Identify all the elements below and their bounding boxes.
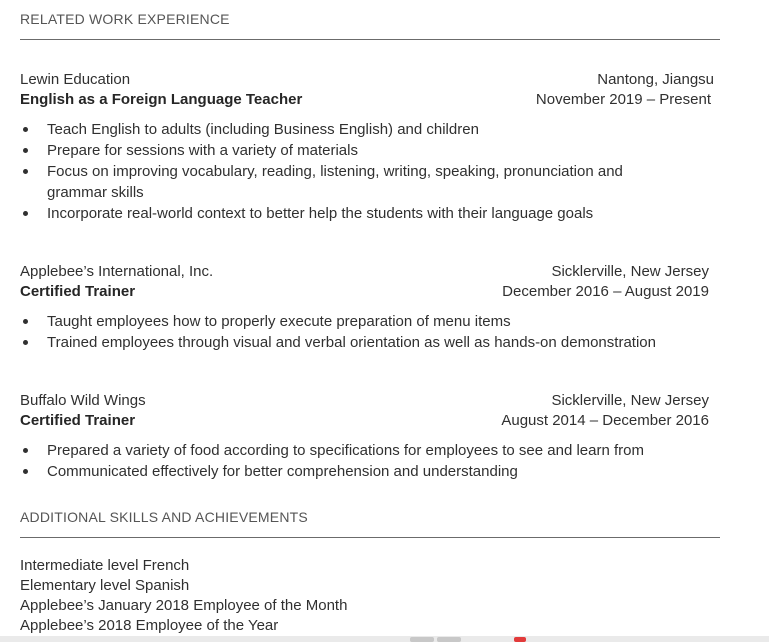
bullet-icon xyxy=(23,148,28,153)
bullet-text: Incorporate real-world context to better help the students with their language goals xyxy=(47,205,594,222)
list-item xyxy=(20,461,667,482)
bullet-icon xyxy=(23,340,28,345)
job-header xyxy=(20,391,720,431)
skill-item: Applebee’s January 2018 Employee of the Month xyxy=(20,597,348,614)
skill-item: Applebee’s 2018 Employee of the Year xyxy=(20,617,279,634)
job-dates: December 2016 – August 2019 xyxy=(502,283,709,300)
section-divider-experience xyxy=(20,39,720,40)
bullet-text: Teach English to adults (including Business English) and children xyxy=(47,121,479,138)
skill-item: Intermediate level French xyxy=(20,557,190,574)
toolbar-button[interactable] xyxy=(410,637,434,642)
list-item xyxy=(20,311,667,332)
skills-list xyxy=(20,556,347,636)
list-item xyxy=(20,440,667,461)
skill-item: Elementary level Spanish xyxy=(20,577,190,594)
section-heading-experience: RELATED WORK EXPERIENCE xyxy=(20,11,230,27)
bullet-icon xyxy=(23,319,28,324)
bullet-icon xyxy=(23,169,28,174)
bullet-icon xyxy=(23,211,28,216)
job-company: Buffalo Wild Wings xyxy=(20,392,146,409)
bullet-icon xyxy=(23,127,28,132)
job-title: Certified Trainer xyxy=(20,412,136,429)
job-dates: August 2014 – December 2016 xyxy=(501,412,709,429)
bullet-icon xyxy=(23,448,28,453)
job-header xyxy=(20,262,720,302)
job-title: English as a Foreign Language Teacher xyxy=(20,91,303,108)
list-item xyxy=(20,140,667,161)
list-item xyxy=(20,119,667,140)
job-entry-lewin xyxy=(20,70,720,224)
section-divider-skills xyxy=(20,537,720,538)
bullet-text: Prepared a variety of food according to specifications for employees to see and learn from xyxy=(47,442,644,459)
job-bullet-list xyxy=(20,311,720,353)
section-heading-skills: ADDITIONAL SKILLS AND ACHIEVEMENTS xyxy=(20,509,308,525)
list-item xyxy=(20,332,667,353)
list-item xyxy=(20,203,667,224)
job-location: Sicklerville, New Jersey xyxy=(551,263,709,280)
viewer-toolbar xyxy=(0,636,769,642)
bullet-text: Communicated effectively for better comprehension and understanding xyxy=(47,463,518,480)
job-bullet-list xyxy=(20,119,720,224)
toolbar-button[interactable] xyxy=(437,637,461,642)
bullet-icon xyxy=(23,469,28,474)
job-bullet-list xyxy=(20,440,720,482)
bullet-text: Prepare for sessions with a variety of materials xyxy=(47,142,358,159)
toolbar-button[interactable] xyxy=(514,637,526,642)
job-dates: November 2019 – Present xyxy=(535,91,711,108)
bullet-text: Taught employees how to properly execute preparation of menu items xyxy=(47,313,511,330)
bullet-text: Trained employees through visual and verbal orientation as well as hands-on demonstration xyxy=(47,334,656,351)
job-header xyxy=(20,70,720,110)
job-company: Applebee’s International, Inc. xyxy=(20,263,214,280)
job-entry-buffalo-wild-wings xyxy=(20,391,720,482)
job-company: Lewin Education xyxy=(20,71,131,88)
list-item xyxy=(20,161,667,203)
bullet-text: Focus on improving vocabulary, reading, listening, writing, speaking, pronunciation and grammar skills xyxy=(47,163,623,201)
job-entry-applebees xyxy=(20,262,720,353)
job-location: Nantong, Jiangsu xyxy=(597,71,714,88)
job-location: Sicklerville, New Jersey xyxy=(551,392,709,409)
job-title: Certified Trainer xyxy=(20,283,136,300)
